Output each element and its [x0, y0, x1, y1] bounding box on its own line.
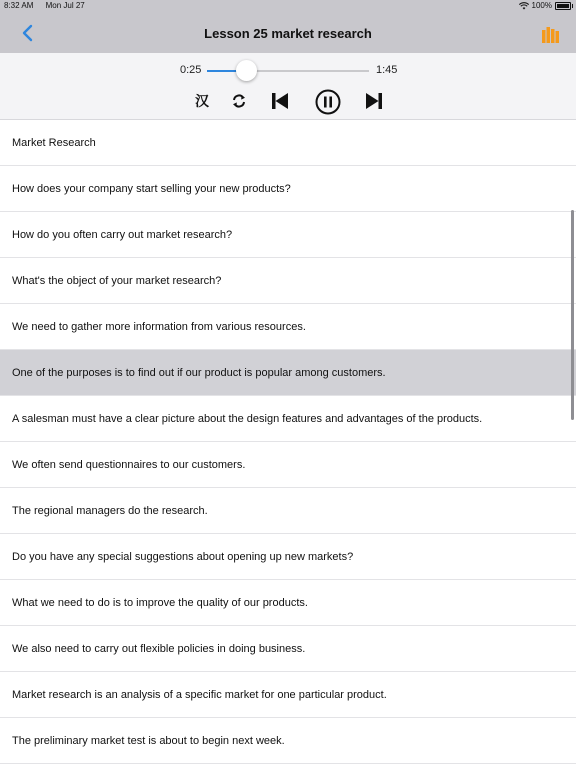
status-bar: [0, 0, 576, 12]
list-item-text: Do you have any special suggestions about opening up new markets?: [12, 550, 354, 563]
list-item-text: We often send questionnaires to our customers.: [12, 458, 246, 471]
status-time: 8:32 AM: [4, 1, 34, 10]
battery-icon: [555, 2, 571, 10]
list-item-text: How do you often carry out market research?: [12, 228, 233, 241]
status-right: [519, 1, 571, 10]
list-item[interactable]: [0, 534, 576, 580]
list-item[interactable]: [0, 396, 576, 442]
previous-icon: [271, 92, 289, 110]
list-item[interactable]: [0, 718, 576, 764]
list-item-text: One of the purposes is to find out if our product is popular among customers.: [12, 366, 386, 379]
list-item[interactable]: [0, 672, 576, 718]
repeat-button[interactable]: [229, 91, 249, 111]
list-item-text: How does your company start selling your new products?: [12, 182, 291, 195]
list-item-text: We also need to carry out flexible policies in doing business.: [12, 642, 306, 655]
current-time: 0:25: [180, 64, 202, 76]
list-item-text: What we need to do is to improve the quality of our products.: [12, 596, 308, 609]
list-item[interactable]: [0, 580, 576, 626]
list-item[interactable]: [0, 120, 576, 166]
list-item[interactable]: [0, 626, 576, 672]
page-title: Lesson 25 market research: [204, 26, 372, 41]
list-item[interactable]: [0, 212, 576, 258]
list-item-text: The preliminary market test is about to begin next week.: [12, 734, 285, 747]
list-item[interactable]: [0, 488, 576, 534]
audio-player: [0, 53, 576, 120]
han-toggle-button[interactable]: 汉: [195, 93, 209, 109]
sentence-list[interactable]: [0, 120, 576, 768]
previous-button[interactable]: [270, 91, 290, 111]
status-date: Mon Jul 27: [45, 1, 85, 10]
list-item-text: What's the object of your market research?: [12, 274, 222, 287]
next-button[interactable]: [364, 91, 384, 111]
wifi-icon: [519, 2, 529, 10]
list-item[interactable]: [0, 304, 576, 350]
battery-percent: 100%: [531, 1, 552, 10]
progress-slider[interactable]: [207, 70, 369, 72]
list-item[interactable]: [0, 442, 576, 488]
pause-button[interactable]: [315, 89, 341, 115]
list-item-text: Market Research: [12, 136, 96, 149]
list-item[interactable]: [0, 350, 576, 396]
bars-icon: [541, 25, 561, 45]
list-item-text: A salesman must have a clear picture about the design features and advantages of the products.: [12, 412, 483, 425]
list-item[interactable]: [0, 258, 576, 304]
status-left: [4, 1, 95, 10]
pause-icon: [315, 89, 341, 115]
list-item-text: We need to gather more information from various resources.: [12, 320, 306, 333]
lesson-list-button[interactable]: [541, 25, 561, 45]
list-item-text: The regional managers do the research.: [12, 504, 208, 517]
scroll-indicator[interactable]: [571, 210, 574, 420]
total-time: 1:45: [376, 64, 398, 76]
list-item-text: Market research is an analysis of a specific market for one particular product.: [12, 688, 387, 701]
list-item[interactable]: [0, 166, 576, 212]
progress-thumb[interactable]: [236, 60, 257, 81]
navigation-bar: [0, 12, 576, 53]
repeat-icon: [231, 93, 247, 109]
next-icon: [365, 92, 383, 110]
